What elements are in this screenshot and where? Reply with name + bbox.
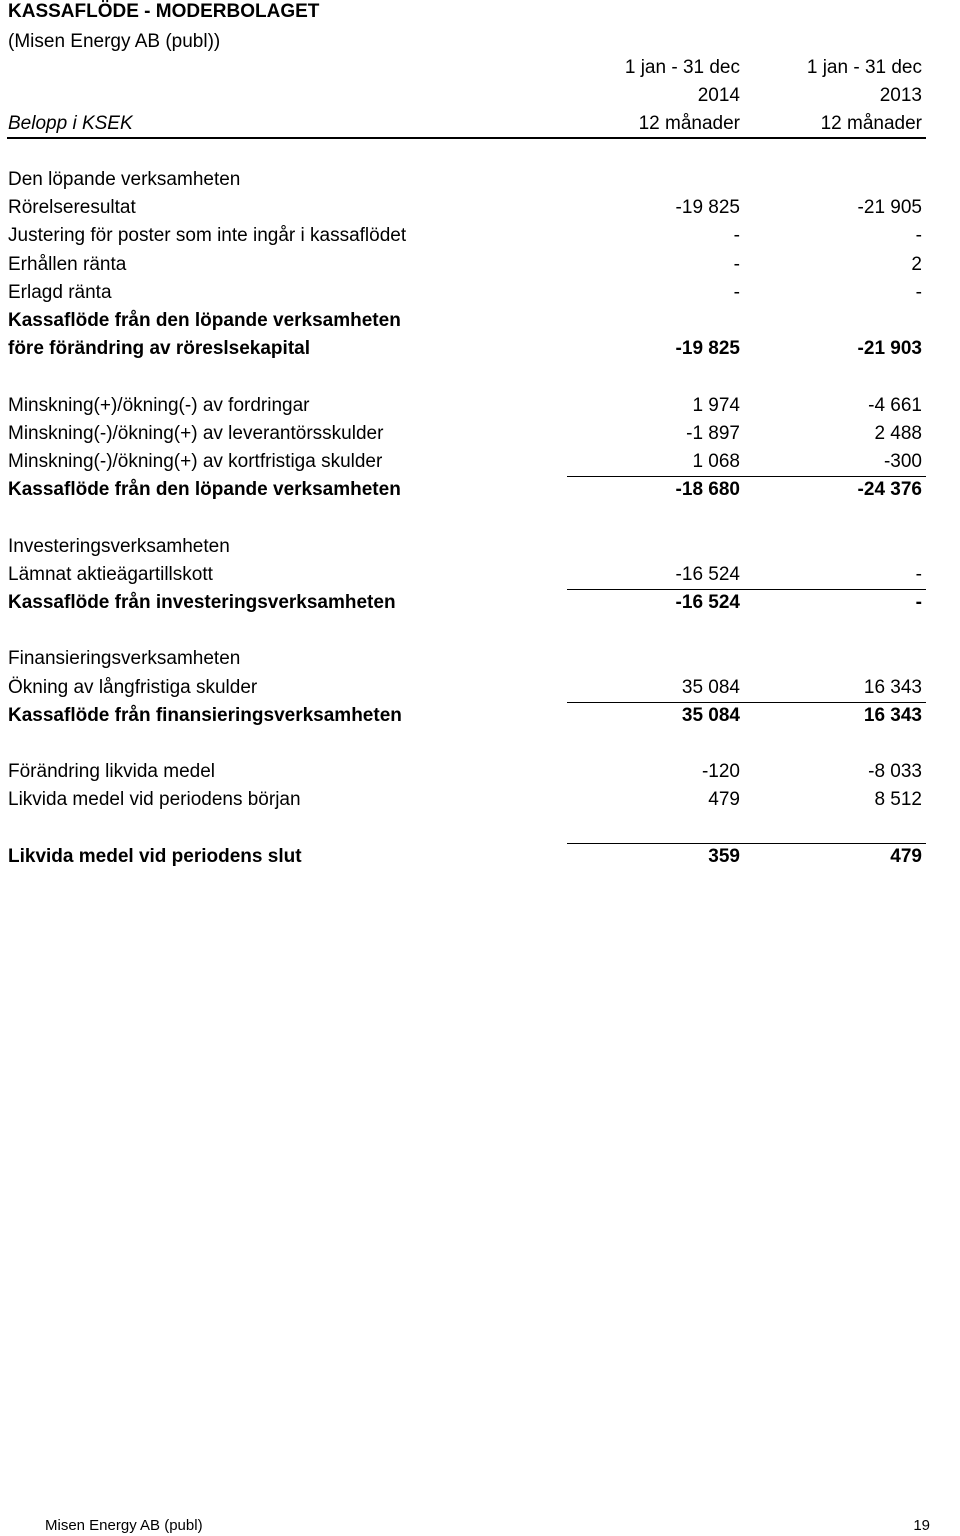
row-label: Likvida medel vid periodens början xyxy=(8,789,301,810)
row-value-2014: 1 068 xyxy=(692,451,740,472)
table-row xyxy=(0,363,960,391)
table-row xyxy=(0,758,960,786)
row-value-2014: -1 897 xyxy=(686,423,740,444)
table-row xyxy=(0,504,960,532)
table-row xyxy=(0,392,960,420)
row-value-2014: 35 084 xyxy=(681,677,740,698)
unit-label: Belopp i KSEK xyxy=(8,113,133,134)
row-value-2013: - xyxy=(915,282,922,303)
row-label: Minskning(-)/ökning(+) av leverantörsskulder xyxy=(8,423,384,444)
row-label: Förändring likvida medel xyxy=(8,761,215,782)
row-value-2014: -16 524 xyxy=(675,564,740,585)
table-row xyxy=(0,786,960,814)
row-value-2013: - xyxy=(915,225,922,246)
row-value-2013: -21 903 xyxy=(857,338,922,359)
row-value-2013: 16 343 xyxy=(863,677,922,698)
row-value-2014: -18 680 xyxy=(675,479,740,500)
col-2013-period: 1 jan - 31 dec xyxy=(806,57,922,78)
row-value-2014: 1 974 xyxy=(692,395,740,416)
row-label: Minskning(-)/ökning(+) av kortfristiga skulder xyxy=(8,451,383,472)
row-value-2014: - xyxy=(733,282,740,303)
row-value-2013: - xyxy=(915,592,922,613)
col-2013-year: 2013 xyxy=(879,85,922,106)
table-row xyxy=(0,702,960,730)
row-value-2014: 479 xyxy=(708,789,740,810)
table-row xyxy=(0,448,960,476)
row-label: Kassaflöde från investeringsverksamheten xyxy=(8,592,396,613)
row-value-2014: -120 xyxy=(701,761,740,782)
row-label: Lämnat aktieägartillskott xyxy=(8,564,213,585)
table-row xyxy=(0,815,960,843)
row-label: Kassaflöde från den löpande verksamheten xyxy=(8,310,401,331)
table-row xyxy=(0,561,960,589)
col-2014-period: 1 jan - 31 dec xyxy=(624,57,740,78)
row-value-2013: -24 376 xyxy=(857,479,922,500)
row-value-2014: -19 825 xyxy=(675,197,740,218)
row-value-2013: -4 661 xyxy=(868,395,922,416)
row-label: Likvida medel vid periodens slut xyxy=(8,846,302,867)
row-value-2014: -19 825 xyxy=(675,338,740,359)
table-row xyxy=(0,533,960,561)
table-row xyxy=(0,307,960,335)
footer-page-number: 19 xyxy=(913,1517,930,1534)
row-value-2013: - xyxy=(915,564,922,585)
table-row xyxy=(0,194,960,222)
row-label: Erhållen ränta xyxy=(8,254,127,275)
table-row xyxy=(0,674,960,702)
document-subtitle: (Misen Energy AB (publ)) xyxy=(8,31,221,52)
table-row xyxy=(0,335,960,363)
row-label: Erlagd ränta xyxy=(8,282,112,303)
row-value-2013: 479 xyxy=(890,846,922,867)
row-label: Den löpande verksamheten xyxy=(8,169,241,190)
table-row xyxy=(0,843,960,871)
row-value-2014: - xyxy=(733,225,740,246)
row-label: Minskning(+)/ökning(-) av fordringar xyxy=(8,395,310,416)
table-row xyxy=(0,251,960,279)
table-row xyxy=(0,617,960,645)
row-value-2013: 16 343 xyxy=(863,705,922,726)
row-label: Finansieringsverksamheten xyxy=(8,648,241,669)
table-row xyxy=(0,476,960,504)
table-row xyxy=(0,730,960,758)
table-row xyxy=(0,166,960,194)
row-label: Kassaflöde från finansieringsverksamheten xyxy=(8,705,402,726)
row-value-2013: -300 xyxy=(883,451,922,472)
row-value-2014: -16 524 xyxy=(675,592,740,613)
row-value-2013: -8 033 xyxy=(868,761,922,782)
col-2014-duration: 12 månader xyxy=(638,113,740,134)
row-label: Justering för poster som inte ingår i kassaflödet xyxy=(8,225,407,246)
row-value-2013: -21 905 xyxy=(857,197,922,218)
col-2013-duration: 12 månader xyxy=(820,113,922,134)
row-value-2013: 8 512 xyxy=(874,789,922,810)
footer-company: Misen Energy AB (publ) xyxy=(45,1517,203,1534)
table-row xyxy=(0,222,960,250)
row-label: Rörelseresultat xyxy=(8,197,136,218)
row-value-2014: 35 084 xyxy=(681,705,740,726)
row-label: före förändring av röreslsekapital xyxy=(8,338,310,359)
col-2014-year: 2014 xyxy=(697,85,740,106)
row-label: Investeringsverksamheten xyxy=(8,536,230,557)
row-value-2013: 2 488 xyxy=(874,423,922,444)
header-divider xyxy=(7,137,926,139)
table-row xyxy=(0,420,960,448)
table-row xyxy=(0,279,960,307)
document-title: KASSAFLÖDE - MODERBOLAGET xyxy=(8,1,320,22)
table-row xyxy=(0,645,960,673)
row-value-2014: - xyxy=(733,254,740,275)
row-label: Kassaflöde från den löpande verksamheten xyxy=(8,479,401,500)
row-value-2014: 359 xyxy=(708,846,740,867)
row-value-2013: 2 xyxy=(911,254,922,275)
table-row xyxy=(0,589,960,617)
row-label: Ökning av långfristiga skulder xyxy=(8,677,258,698)
